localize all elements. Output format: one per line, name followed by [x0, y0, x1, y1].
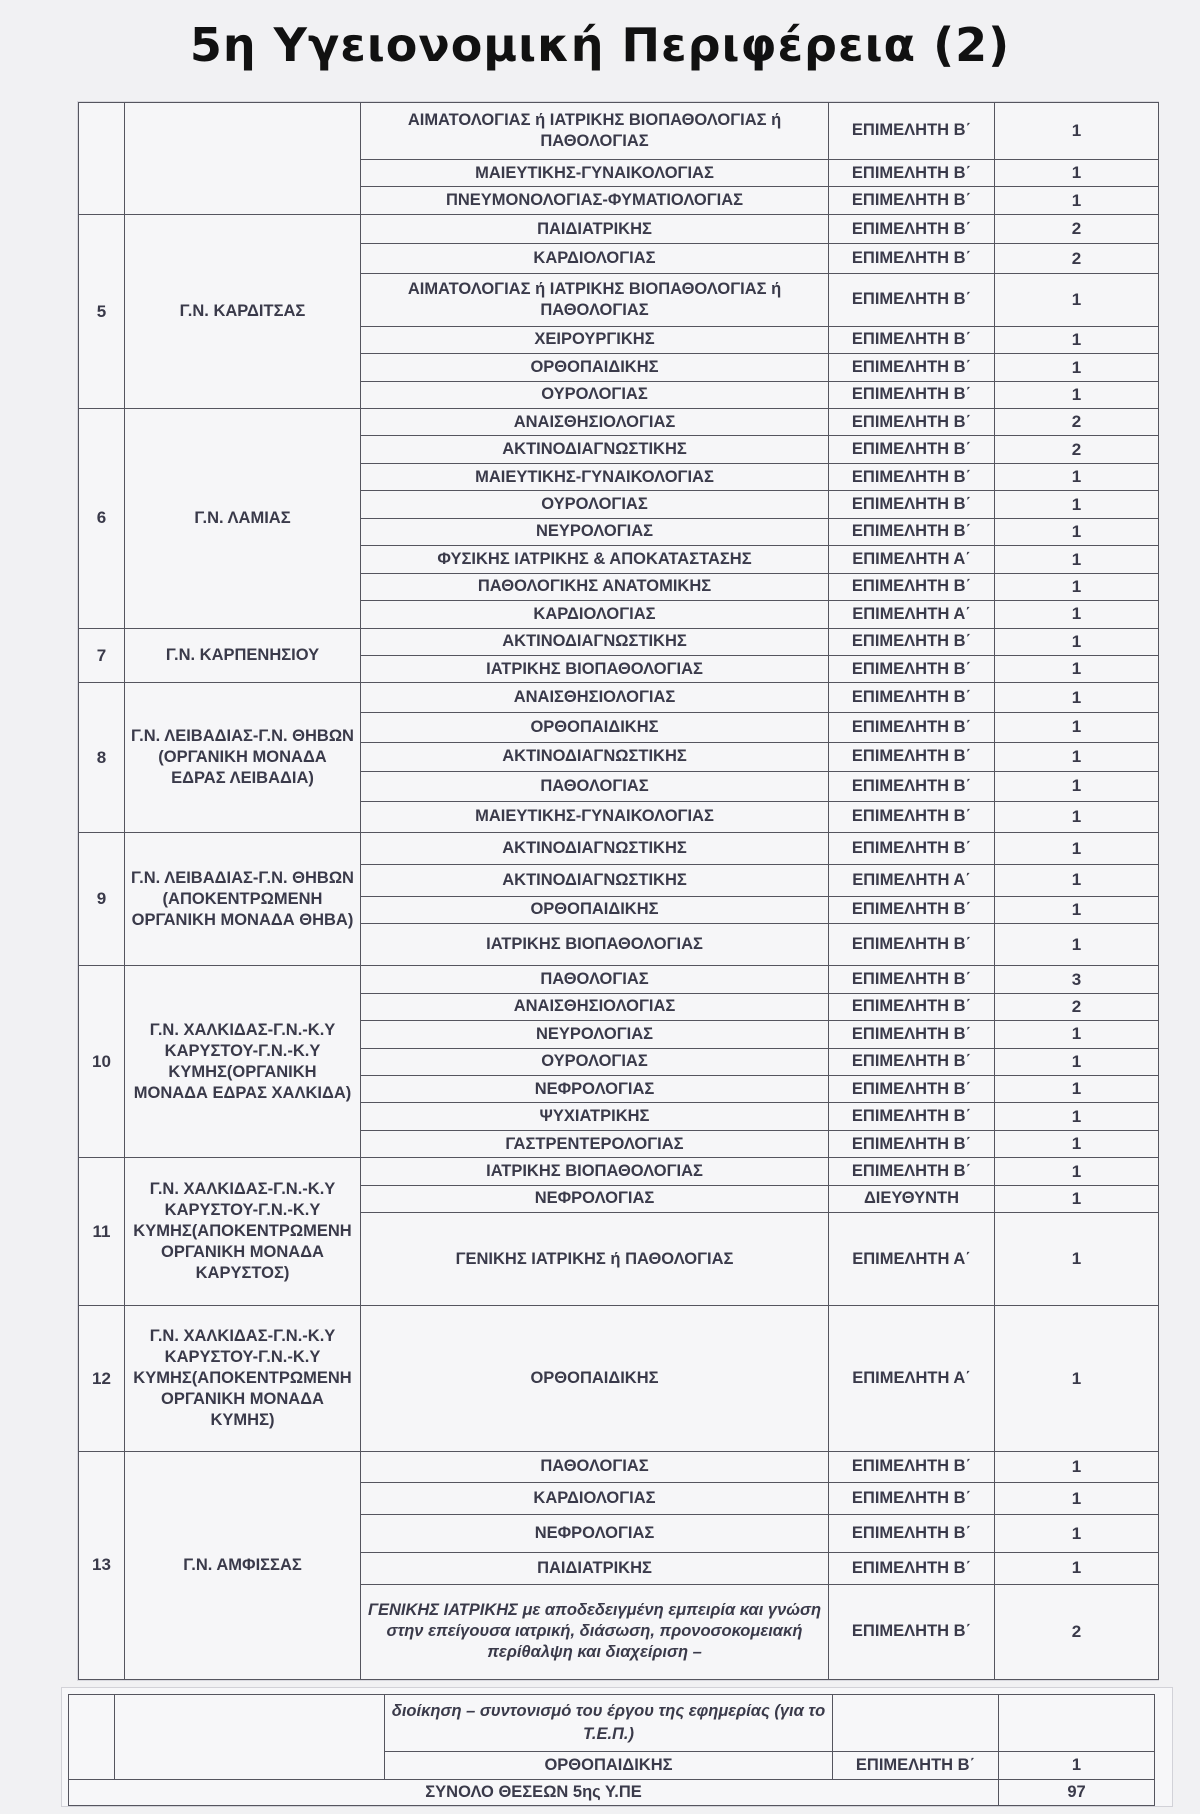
specialty-cell: ΝΕΦΡΟΛΟΓΙΑΣ	[361, 1515, 829, 1553]
count-cell: 1	[995, 103, 1159, 160]
specialty-cell: ΠΑΘΟΛΟΓΙΑΣ	[361, 1451, 829, 1483]
specialty-cell: ΝΕΥΡΟΛΟΓΙΑΣ	[361, 518, 829, 545]
rank-cell: ΕΠΙΜΕΛΗΤΗ Β΄	[829, 1515, 995, 1553]
hospital-name: Γ.Ν. ΚΑΡΔΙΤΣΑΣ	[125, 214, 361, 408]
count-cell: 2	[995, 409, 1159, 436]
count-cell: 1	[995, 463, 1159, 490]
rank-cell: ΕΠΙΜΕΛΗΤΗ Β΄	[829, 1103, 995, 1130]
row-number	[79, 103, 125, 215]
rank-cell: ΕΠΙΜΕΛΗΤΗ Β΄	[829, 436, 995, 463]
count-cell: 1	[995, 1483, 1159, 1515]
count-cell: 1	[995, 1213, 1159, 1306]
specialty-cell: ΟΥΡΟΛΟΓΙΑΣ	[361, 381, 829, 408]
hospital-name: Γ.Ν. ΛΕΙΒΑΔΙΑΣ-Γ.Ν. ΘΗΒΩΝ (ΑΠΟΚΕΝΤΡΩΜΕΝΗ ΟΡΓΑΝΙΚΗ ΜΟΝΑΔΑ ΘΗΒΑ)	[125, 833, 361, 966]
row-number: 11	[79, 1158, 125, 1306]
count-cell: 3	[995, 966, 1159, 993]
rank-cell: ΕΠΙΜΕΛΗΤΗ Β΄	[829, 214, 995, 244]
specialty-cell: ΓΕΝΙΚΗΣ ΙΑΤΡΙΚΗΣ με αποδεδειγμένη εμπειρία και γνώση στην επείγουσα ιατρική, διάσωση, προνοσοκομειακή περίθαλψη και διαχείριση –	[361, 1584, 829, 1679]
table-row	[79, 103, 1159, 160]
rank-cell: ΕΠΙΜΕΛΗΤΗ Β΄	[829, 518, 995, 545]
rank-cell: ΕΠΙΜΕΛΗΤΗ Β΄	[829, 1158, 995, 1185]
count-cell: 1	[995, 1130, 1159, 1157]
specialty-cell: ΑΚΤΙΝΟΔΙΑΓΝΩΣΤΙΚΗΣ	[361, 436, 829, 463]
count-cell: 1	[995, 518, 1159, 545]
rank-cell: ΕΠΙΜΕΛΗΤΗ Β΄	[829, 896, 995, 923]
hospital-name: Γ.Ν. ΧΑΛΚΙΔΑΣ-Γ.Ν.-Κ.Υ ΚΑΡΥΣΤΟΥ-Γ.Ν.-Κ.Υ ΚΥΜΗΣ(ΑΠΟΚΕΝΤΡΩΜΕΝΗ ΟΡΓΑΝΙΚΗ ΜΟΝΑΔΑ ΚΑΡΥΣΤΟΣ)	[125, 1158, 361, 1306]
count-cell: 1	[995, 573, 1159, 600]
rank-cell: ΕΠΙΜΕΛΗΤΗ Α΄	[829, 546, 995, 573]
specialty-cell: ΙΑΤΡΙΚΗΣ ΒΙΟΠΑΘΟΛΟΓΙΑΣ	[361, 1158, 829, 1185]
count-cell: 1	[995, 1075, 1159, 1102]
empty-cell	[833, 1695, 999, 1752]
table-row	[79, 409, 1159, 436]
empty-cell	[999, 1695, 1155, 1752]
total-row	[69, 1779, 1155, 1805]
specialty-cell: ΜΑΙΕΥΤΙΚΗΣ-ΓΥΝΑΙΚΟΛΟΓΙΑΣ	[361, 160, 829, 187]
rank-cell: ΕΠΙΜΕΛΗΤΗ Β΄	[829, 573, 995, 600]
count-cell: 1	[995, 655, 1159, 682]
specialty-cell: ΑΚΤΙΝΟΔΙΑΓΝΩΣΤΙΚΗΣ	[361, 742, 829, 772]
rank-cell: ΕΠΙΜΕΛΗΤΗ Β΄	[829, 1021, 995, 1048]
rank-cell: ΕΠΙΜΕΛΗΤΗ Β΄	[829, 993, 995, 1020]
specialty-cell: ΜΑΙΕΥΤΙΚΗΣ-ΓΥΝΑΙΚΟΛΟΓΙΑΣ	[361, 801, 829, 833]
continuation-row	[69, 1695, 1155, 1752]
count-cell: 1	[995, 1185, 1159, 1212]
rank-cell: ΕΠΙΜΕΛΗΤΗ Β΄	[829, 801, 995, 833]
specialty-cell: ΟΡΘΟΠΑΙΔΙΚΗΣ	[361, 354, 829, 381]
count-cell: 2	[995, 993, 1159, 1020]
count-cell: 1	[995, 683, 1159, 713]
totals-table	[68, 1694, 1155, 1806]
rank-cell: ΕΠΙΜΕΛΗΤΗ Β΄	[829, 1584, 995, 1679]
rank-cell: ΕΠΙΜΕΛΗΤΗ Β΄	[829, 103, 995, 160]
rank-cell: ΕΠΙΜΕΛΗΤΗ Β΄	[829, 712, 995, 742]
rank-cell: ΕΠΙΜΕΛΗΤΗ Β΄	[829, 966, 995, 993]
rank-cell: ΕΠΙΜΕΛΗΤΗ Β΄	[829, 1075, 995, 1102]
count-cell: 1	[995, 326, 1159, 353]
specialty-cell: ΙΑΤΡΙΚΗΣ ΒΙΟΠΑΘΟΛΟΓΙΑΣ	[361, 924, 829, 966]
table-row	[79, 966, 1159, 993]
specialty-cell: ΟΡΘΟΠΑΙΔΙΚΗΣ	[361, 896, 829, 923]
count-cell: 1	[995, 896, 1159, 923]
specialty-cell: ΚΑΡΔΙΟΛΟΓΙΑΣ	[361, 244, 829, 274]
specialty-cell: ΓΕΝΙΚΗΣ ΙΑΤΡΙΚΗΣ ή ΠΑΘΟΛΟΓΙΑΣ	[361, 1213, 829, 1306]
specialty-cell: ΚΑΡΔΙΟΛΟΓΙΑΣ	[361, 1483, 829, 1515]
specialty-cell: ΝΕΥΡΟΛΟΓΙΑΣ	[361, 1021, 829, 1048]
rank-cell: ΔΙΕΥΘΥΝΤΗ	[829, 1185, 995, 1212]
row-number: 5	[79, 214, 125, 408]
rank-cell: ΕΠΙΜΕΛΗΤΗ Β΄	[829, 1048, 995, 1075]
specialty-cell: ΑΝΑΙΣΘΗΣΙΟΛΟΓΙΑΣ	[361, 993, 829, 1020]
rank-cell: ΕΠΙΜΕΛΗΤΗ Β΄	[829, 409, 995, 436]
rank-cell: ΕΠΙΜΕΛΗΤΗ Α΄	[829, 864, 995, 896]
row-number: 9	[79, 833, 125, 966]
specialty-cell: ΝΕΦΡΟΛΟΓΙΑΣ	[361, 1185, 829, 1212]
specialty-cell: ΟΥΡΟΛΟΓΙΑΣ	[361, 491, 829, 518]
rank-cell: ΕΠΙΜΕΛΗΤΗ Β΄	[829, 187, 995, 214]
row-number: 13	[79, 1451, 125, 1679]
count-cell: 1	[995, 924, 1159, 966]
specialty-cell: ΑΚΤΙΝΟΔΙΑΓΝΩΣΤΙΚΗΣ	[361, 628, 829, 655]
specialty-cell: ΙΑΤΡΙΚΗΣ ΒΙΟΠΑΘΟΛΟΓΙΑΣ	[361, 655, 829, 682]
rank-cell: ΕΠΙΜΕΛΗΤΗ Β΄	[829, 1451, 995, 1483]
rank-cell: ΕΠΙΜΕΛΗΤΗ Α΄	[829, 1306, 995, 1452]
count-cell: 1	[995, 864, 1159, 896]
table-row	[79, 628, 1159, 655]
specialty-cell: ΠΑΘΟΛΟΓΙΑΣ	[361, 772, 829, 802]
count-cell: 2	[995, 436, 1159, 463]
count-cell: 1	[995, 491, 1159, 518]
count-cell: 2	[995, 1584, 1159, 1679]
specialty-cell: ΟΡΘΟΠΑΙΔΙΚΗΣ	[361, 1306, 829, 1452]
rank-cell: ΕΠΙΜΕΛΗΤΗ Β΄	[829, 463, 995, 490]
specialty-cell: ΧΕΙΡΟΥΡΓΙΚΗΣ	[361, 326, 829, 353]
specialty-cell: ΨΥΧΙΑΤΡΙΚΗΣ	[361, 1103, 829, 1130]
count-cell: 1	[995, 354, 1159, 381]
empty-cell	[115, 1695, 385, 1780]
specialty-cell: ΠΝΕΥΜΟΝΟΛΟΓΙΑΣ-ΦΥΜΑΤΙΟΛΟΓΙΑΣ	[361, 187, 829, 214]
count-cell: 1	[995, 1048, 1159, 1075]
count-cell: 1	[995, 628, 1159, 655]
specialty-cell: ΓΑΣΤΡΕΝΤΕΡΟΛΟΓΙΑΣ	[361, 1130, 829, 1157]
specialty-cell: ΠΑΙΔΙΑΤΡΙΚΗΣ	[361, 1553, 829, 1585]
specialty-cell: ΑΝΑΙΣΘΗΣΙΟΛΟΓΙΑΣ	[361, 683, 829, 713]
count-cell: 1	[995, 160, 1159, 187]
count-cell: 1	[995, 1306, 1159, 1452]
row-number: 12	[79, 1306, 125, 1452]
count-cell: 1	[995, 1451, 1159, 1483]
count-cell: 1	[995, 381, 1159, 408]
hospital-name: Γ.Ν. ΛΕΙΒΑΔΙΑΣ-Γ.Ν. ΘΗΒΩΝ (ΟΡΓΑΝΙΚΗ ΜΟΝΑΔΑ ΕΔΡΑΣ ΛΕΙΒΑΔΙΑ)	[125, 683, 361, 833]
rank-cell: ΕΠΙΜΕΛΗΤΗ Β΄	[829, 273, 995, 326]
count-cell: 1	[995, 1515, 1159, 1553]
hospital-name: Γ.Ν. ΧΑΛΚΙΔΑΣ-Γ.Ν.-Κ.Υ ΚΑΡΥΣΤΟΥ-Γ.Ν.-Κ.Υ ΚΥΜΗΣ(ΟΡΓΑΝΙΚΗ ΜΟΝΑΔΑ ΕΔΡΑΣ ΧΑΛΚΙΔΑ)	[125, 966, 361, 1158]
rank-cell: ΕΠΙΜΕΛΗΤΗ Β΄	[829, 160, 995, 187]
table-row	[79, 833, 1159, 865]
count-cell: 1	[995, 772, 1159, 802]
rank-cell: ΕΠΙΜΕΛΗΤΗ Β΄	[829, 833, 995, 865]
specialty-cell: ΑΚΤΙΝΟΔΙΑΓΝΩΣΤΙΚΗΣ	[361, 864, 829, 896]
rank-cell: ΕΠΙΜΕΛΗΤΗ Β΄	[829, 742, 995, 772]
row-number: 8	[79, 683, 125, 833]
rank-cell: ΕΠΙΜΕΛΗΤΗ Β΄	[829, 354, 995, 381]
row-number: 6	[79, 409, 125, 629]
total-value: 97	[999, 1779, 1155, 1805]
specialty-cell: ΑΚΤΙΝΟΔΙΑΓΝΩΣΤΙΚΗΣ	[361, 833, 829, 865]
specialty-cell: ΠΑΘΟΛΟΓΙΑΣ	[361, 966, 829, 993]
count-cell: 1	[995, 712, 1159, 742]
specialty-cell: ΠΑΙΔΙΑΤΡΙΚΗΣ	[361, 214, 829, 244]
count-cell: 1	[995, 833, 1159, 865]
row-number: 7	[79, 628, 125, 683]
rank-cell: ΕΠΙΜΕΛΗΤΗ Β΄	[829, 924, 995, 966]
rank-cell: ΕΠΙΜΕΛΗΤΗ Β΄	[829, 381, 995, 408]
table-row	[79, 1451, 1159, 1483]
specialty-cell: ΑΝΑΙΣΘΗΣΙΟΛΟΓΙΑΣ	[361, 409, 829, 436]
rank-cell: ΕΠΙΜΕΛΗΤΗ Β΄	[829, 1130, 995, 1157]
total-label: ΣΥΝΟΛΟ ΘΕΣΕΩΝ 5ης Υ.ΠΕ	[69, 1779, 999, 1805]
count-cell: 1	[995, 801, 1159, 833]
page-title: 5η Υγειονομική Περιφέρεια (2)	[189, 18, 1011, 72]
specialty-cell: ΟΥΡΟΛΟΓΙΑΣ	[361, 1048, 829, 1075]
specialty-cell: ΦΥΣΙΚΗΣ ΙΑΤΡΙΚΗΣ & ΑΠΟΚΑΤΑΣΤΑΣΗΣ	[361, 546, 829, 573]
rank-cell: ΕΠΙΜΕΛΗΤΗ Β΄	[829, 1553, 995, 1585]
count-cell: 1	[995, 1103, 1159, 1130]
specialty-cell: διοίκηση – συντονισμό του έργου της εφημερίας (για το Τ.Ε.Π.)	[385, 1695, 833, 1752]
specialty-cell: ΟΡΘΟΠΑΙΔΙΚΗΣ	[385, 1751, 833, 1779]
specialty-cell: ΑΙΜΑΤΟΛΟΓΙΑΣ ή ΙΑΤΡΙΚΗΣ ΒΙΟΠΑΘΟΛΟΓΙΑΣ ή ΠΑΘΟΛΟΓΙΑΣ	[361, 103, 829, 160]
count-cell: 2	[995, 214, 1159, 244]
count-cell: 1	[995, 273, 1159, 326]
hospital-name: Γ.Ν. ΛΑΜΙΑΣ	[125, 409, 361, 629]
specialty-cell: ΑΙΜΑΤΟΛΟΓΙΑΣ ή ΙΑΤΡΙΚΗΣ ΒΙΟΠΑΘΟΛΟΓΙΑΣ ή ΠΑΘΟΛΟΓΙΑΣ	[361, 273, 829, 326]
count-cell: 1	[995, 187, 1159, 214]
hospital-name	[125, 103, 361, 215]
count-cell: 1	[995, 1021, 1159, 1048]
specialty-cell: ΟΡΘΟΠΑΙΔΙΚΗΣ	[361, 712, 829, 742]
empty-cell	[69, 1695, 115, 1780]
hospital-name: Γ.Ν. ΚΑΡΠΕΝΗΣΙΟΥ	[125, 628, 361, 683]
count-cell: 1	[995, 1553, 1159, 1585]
rank-cell: ΕΠΙΜΕΛΗΤΗ Β΄	[829, 491, 995, 518]
rank-cell: ΕΠΙΜΕΛΗΤΗ Β΄	[829, 326, 995, 353]
table-row	[79, 1158, 1159, 1185]
row-number: 10	[79, 966, 125, 1158]
rank-cell: ΕΠΙΜΕΛΗΤΗ Β΄	[829, 772, 995, 802]
rank-cell: ΕΠΙΜΕΛΗΤΗ Β΄	[829, 244, 995, 274]
count-cell: 1	[999, 1751, 1155, 1779]
hospital-name: Γ.Ν. ΑΜΦΙΣΣΑΣ	[125, 1451, 361, 1679]
table-row	[79, 1306, 1159, 1452]
specialty-cell: ΜΑΙΕΥΤΙΚΗΣ-ΓΥΝΑΙΚΟΛΟΓΙΑΣ	[361, 463, 829, 490]
positions-table	[78, 102, 1159, 1680]
count-cell: 1	[995, 742, 1159, 772]
table-row	[79, 683, 1159, 713]
count-cell: 2	[995, 244, 1159, 274]
table-row	[79, 214, 1159, 244]
rank-cell: ΕΠΙΜΕΛΗΤΗ Β΄	[829, 655, 995, 682]
rank-cell: ΕΠΙΜΕΛΗΤΗ Α΄	[829, 1213, 995, 1306]
count-cell: 1	[995, 1158, 1159, 1185]
rank-cell: ΕΠΙΜΕΛΗΤΗ Β΄	[829, 683, 995, 713]
rank-cell: ΕΠΙΜΕΛΗΤΗ Β΄	[829, 628, 995, 655]
specialty-cell: ΝΕΦΡΟΛΟΓΙΑΣ	[361, 1075, 829, 1102]
rank-cell: ΕΠΙΜΕΛΗΤΗ Β΄	[833, 1751, 999, 1779]
count-cell: 1	[995, 601, 1159, 628]
specialty-cell: ΠΑΘΟΛΟΓΙΚΗΣ ΑΝΑΤΟΜΙΚΗΣ	[361, 573, 829, 600]
hospital-name: Γ.Ν. ΧΑΛΚΙΔΑΣ-Γ.Ν.-Κ.Υ ΚΑΡΥΣΤΟΥ-Γ.Ν.-Κ.Υ ΚΥΜΗΣ(ΑΠΟΚΕΝΤΡΩΜΕΝΗ ΟΡΓΑΝΙΚΗ ΜΟΝΑΔΑ ΚΥΜΗΣ)	[125, 1306, 361, 1452]
count-cell: 1	[995, 546, 1159, 573]
rank-cell: ΕΠΙΜΕΛΗΤΗ Β΄	[829, 1483, 995, 1515]
specialty-cell: ΚΑΡΔΙΟΛΟΓΙΑΣ	[361, 601, 829, 628]
rank-cell: ΕΠΙΜΕΛΗΤΗ Α΄	[829, 601, 995, 628]
